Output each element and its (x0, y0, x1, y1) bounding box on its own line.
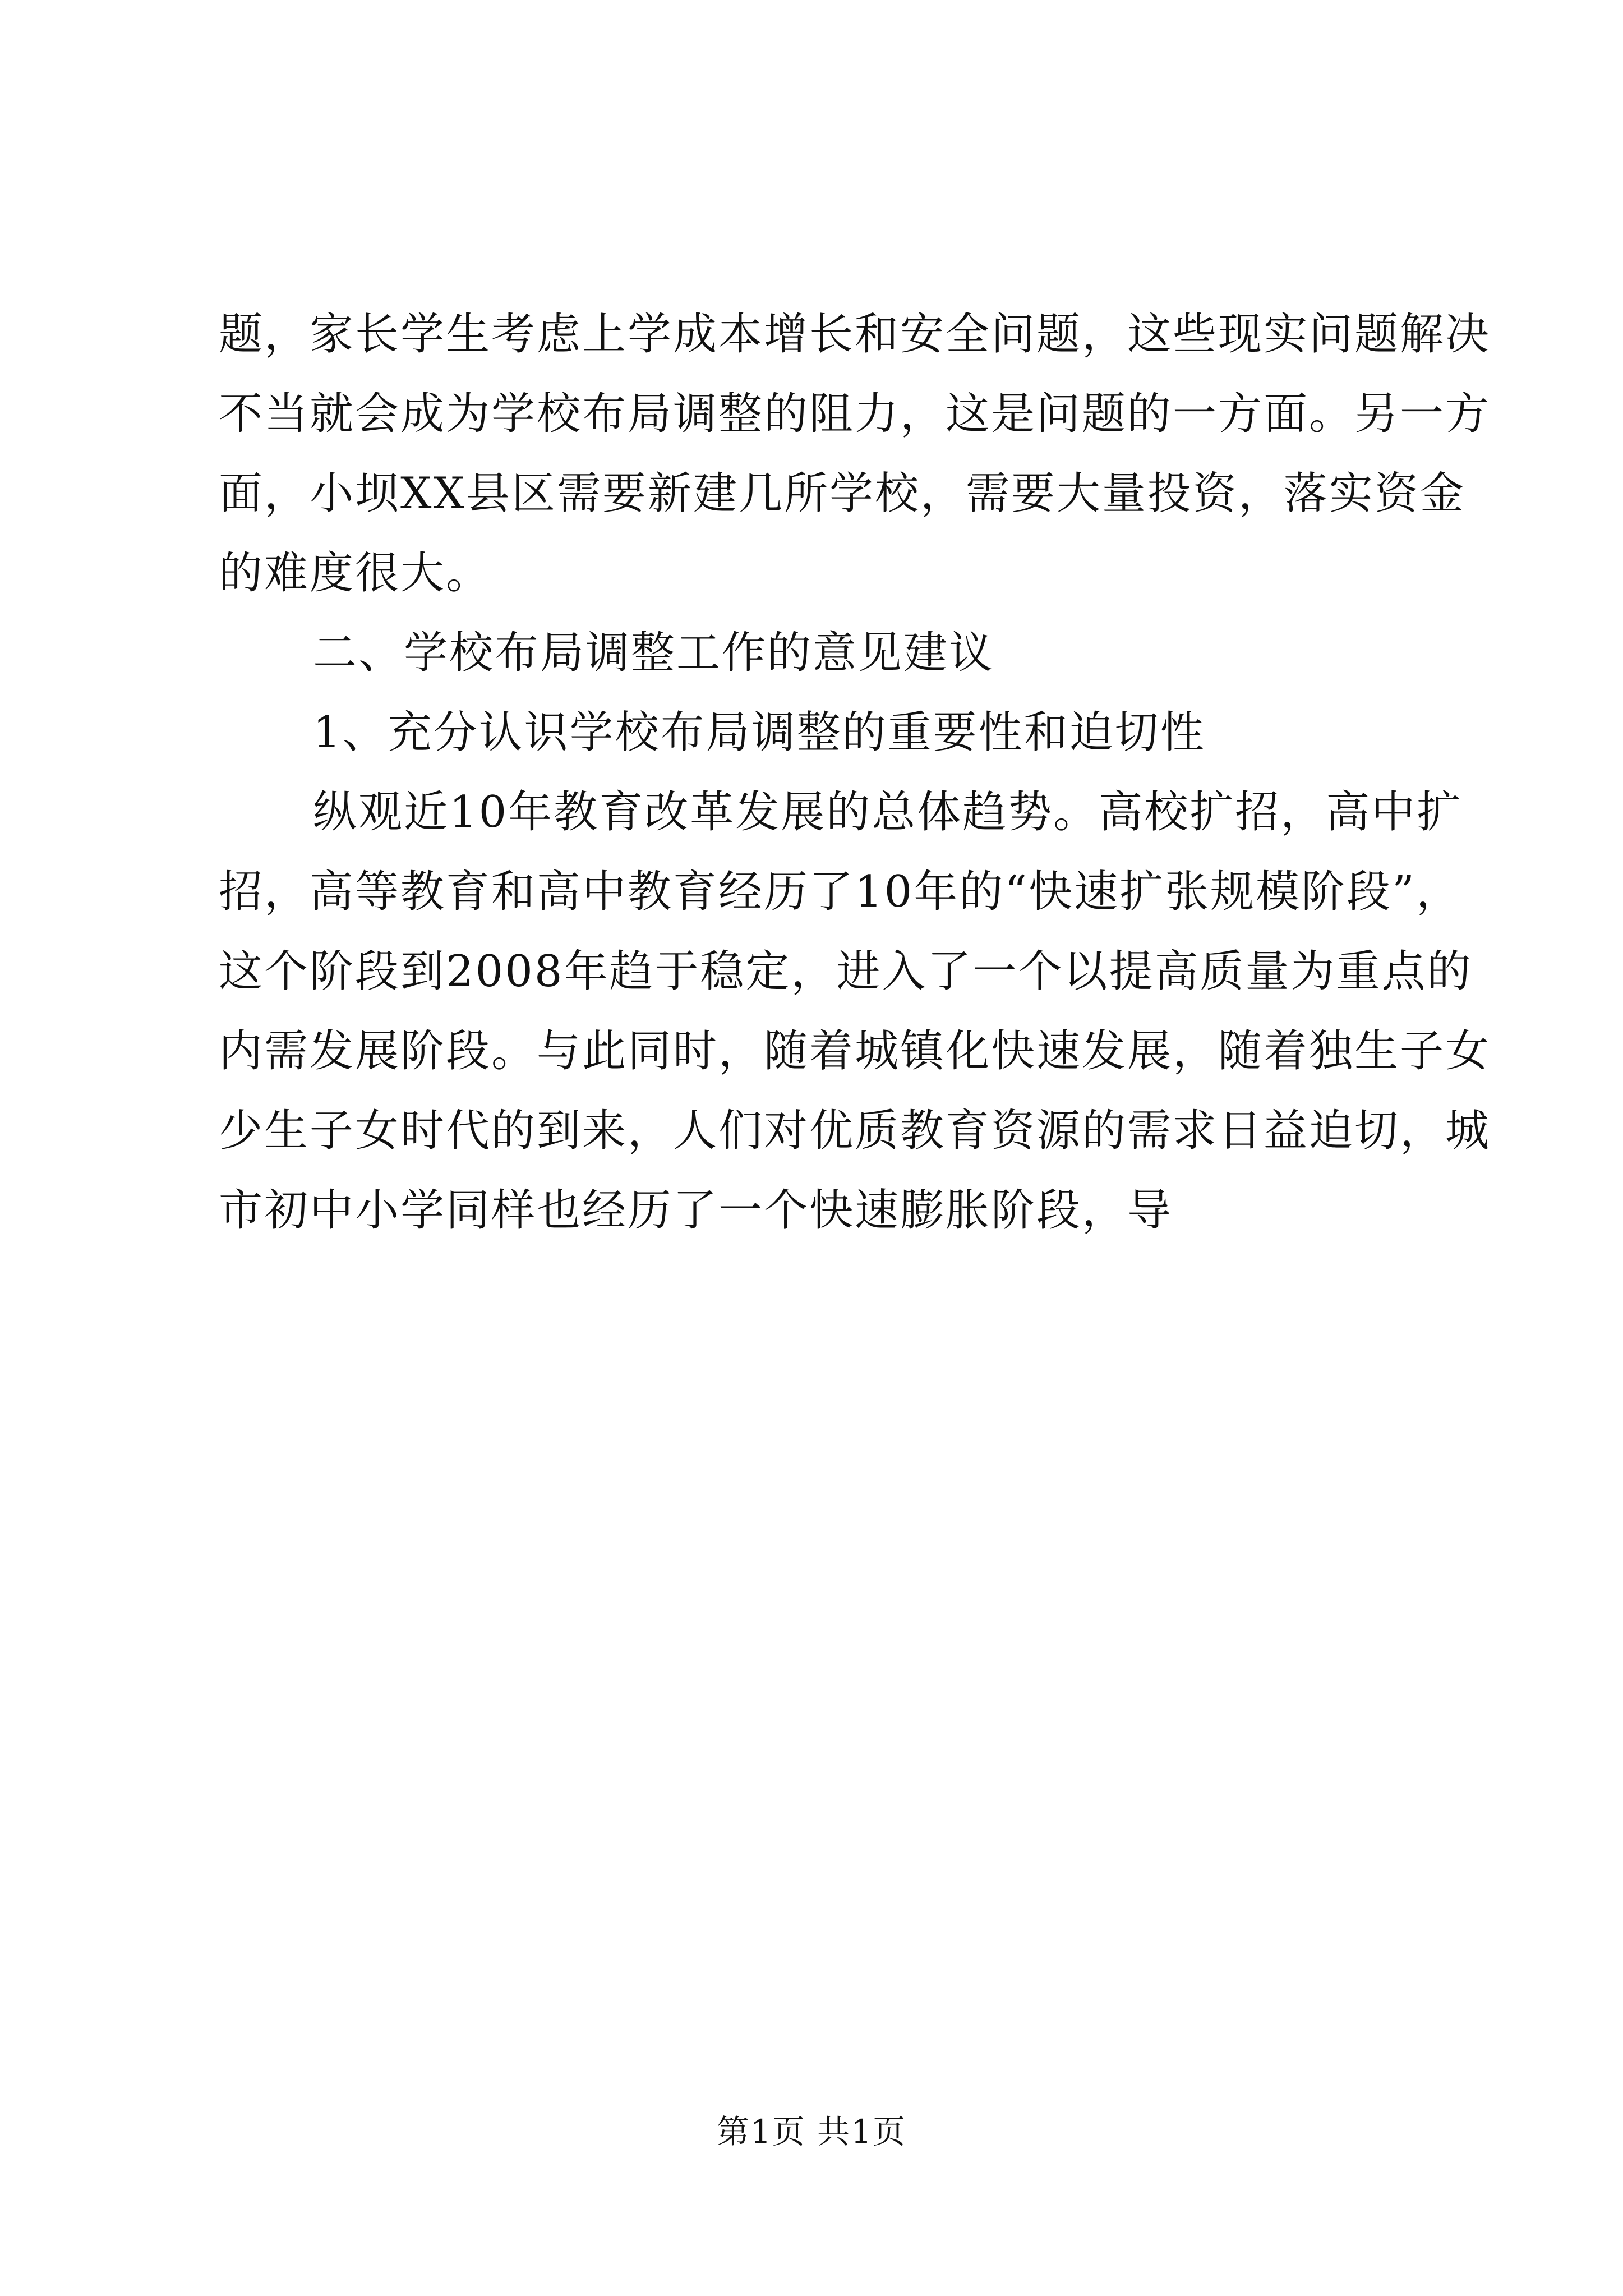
paragraph-line: 这个阶段到2008年趋于稳定，进入了一个以提高质量为重点的 (219, 946, 1473, 997)
paragraph-line: 的难度很大。 (219, 548, 492, 599)
paragraph-line: 面，小坝XX县区需要新建几所学校，需要大量投资，落实资金 (219, 468, 1466, 519)
paragraph-line: 少生子女时代的到来，人们对优质教育资源的需求日益迫切，城 (219, 1106, 1491, 1156)
paragraph-line: 招，高等教育和高中教育经历了10年的“快速扩张规模阶段”， (219, 867, 1462, 917)
paragraph-line: 内需发展阶段。与此同时，随着城镇化快速发展，随着独生子女 (219, 1026, 1491, 1076)
section-heading: 二、学校布局调整工作的意见建议 (313, 628, 995, 678)
page-footer: 第1页 共1页 (716, 2113, 907, 2151)
body-text (219, 295, 1491, 1250)
paragraph-line: 题，家长学生考虑上学成本增长和安全问题，这些现实问题解决 (219, 309, 1491, 360)
paragraph-line: 不当就会成为学校布局调整的阻力，这是问题的一方面。另一方 (219, 389, 1491, 439)
paragraph-line: 纵观近10年教育改革发展的总体趋势。高校扩招，高中扩 (313, 787, 1463, 838)
paragraph-line: 市初中小学同样也经历了一个快速膨胀阶段，导 (219, 1185, 1173, 1236)
subsection-heading: 1、充分认识学校布局调整的重要性和迫切性 (313, 707, 1206, 758)
